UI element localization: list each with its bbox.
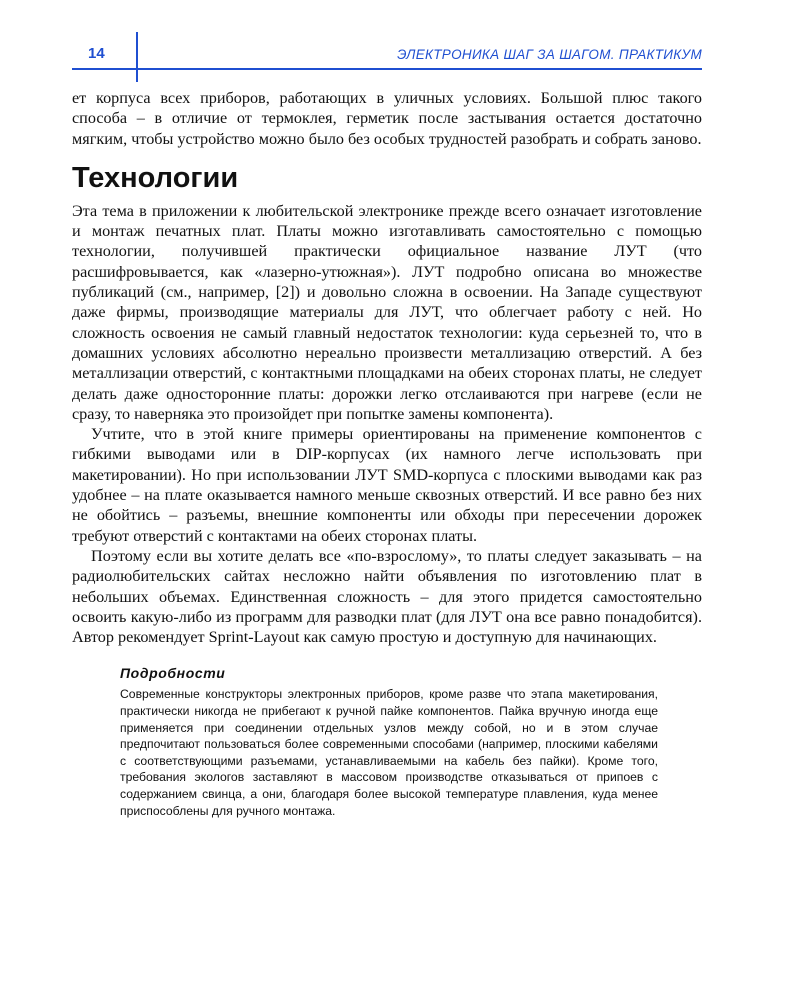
page-header — [0, 0, 800, 80]
page-content — [72, 88, 702, 819]
section-paragraph-3: Поэтому если вы хотите делать все «по-взрослому», то платы следует заказывать – на радиолюбительских сайтах несложно найти объявления по изготовлению плат в небольших объемах. Единственная сложность – для этого придется самостоятельно освоить какую-либо из программ для разводки плат (для ЛУТ она все равно понадобится). Автор рекомендует Sprint-Layout как самую простую и доступную для начинающих. — [72, 546, 702, 647]
running-title: ЭЛЕКТРОНИКА ШАГ ЗА ШАГОМ. ПРАКТИКУМ — [397, 47, 702, 62]
section-paragraph-1: Эта тема в приложении к любительской электронике прежде всего означает изготовление и монтаж печатных плат. Платы можно изготавливать самостоятельно с помощью технологии, получившей практически официальное название ЛУТ (что расшифровывается, как «лазерно-утюжная»). ЛУТ подробно описана во множестве публикаций (см., например, [2]) и довольно сложна в освоении. На Западе существуют даже фирмы, производящие материалы для ЛУТ, что облегчает работу с ней. Но сложность освоения не самый главный недостаток технологии: куда серьезней то, что в домашних условиях абсолютно нереально произвести металлизацию отверстий. А без металлизации отверстий, с контактными площадками на обеих сторонах платы, не следует делать даже односторонние платы: дорожки легко отслаиваются при нагреве (если не сразу, то наверняка это произойдет при попытке замены компонента). — [72, 201, 702, 423]
details-sidebar — [120, 665, 658, 819]
section-title: Технологии — [72, 161, 239, 194]
sidebar-title: Подробности — [120, 665, 226, 682]
section-paragraph-2: Учтите, что в этой книге примеры ориентированы на применение компонентов с гибкими выводами или в DIP-корпусах (их намного легче использовать при макетировании). Но при использовании ЛУТ SMD-корпуса с плоскими выводами как раз удобнее – на плате оказывается намного меньше сквозных отверстий. И все равно без них не обойтись – разъемы, внешние компоненты или обходы при пересечении дорожек требуют отверстий с контактами на обеих сторонах платы. — [72, 425, 702, 545]
header-divider — [136, 32, 138, 82]
header-rule — [72, 68, 702, 70]
page-number: 14 — [88, 45, 105, 62]
sidebar-text: Современные конструкторы электронных приборов, кроме разве что этапа макетирования, практически никогда не прибегают к ручной пайке компонентов. Пайка вручную иногда еще применяется при соединении отдельных узлов между собой, но и в этом случае предпочитают пользоваться более современными способами (например, плоскими кабелями с соответствующими разъемами, устанавливаемыми на кабель без пайки). Кроме того, требования экологов заставляют в массовом производстве отказываться от припоев с содержанием свинца, а они, благодаря более высокой температуре плавления, куда менее приспособлены для ручного монтажа. — [120, 687, 658, 818]
intro-paragraph: ет корпуса всех приборов, работающих в уличных условиях. Большой плюс такого способа – в отличие от термоклея, герметик после застывания остается достаточно мягким, чтобы устройство можно было без особых трудностей разобрать и собрать заново. — [72, 89, 702, 148]
